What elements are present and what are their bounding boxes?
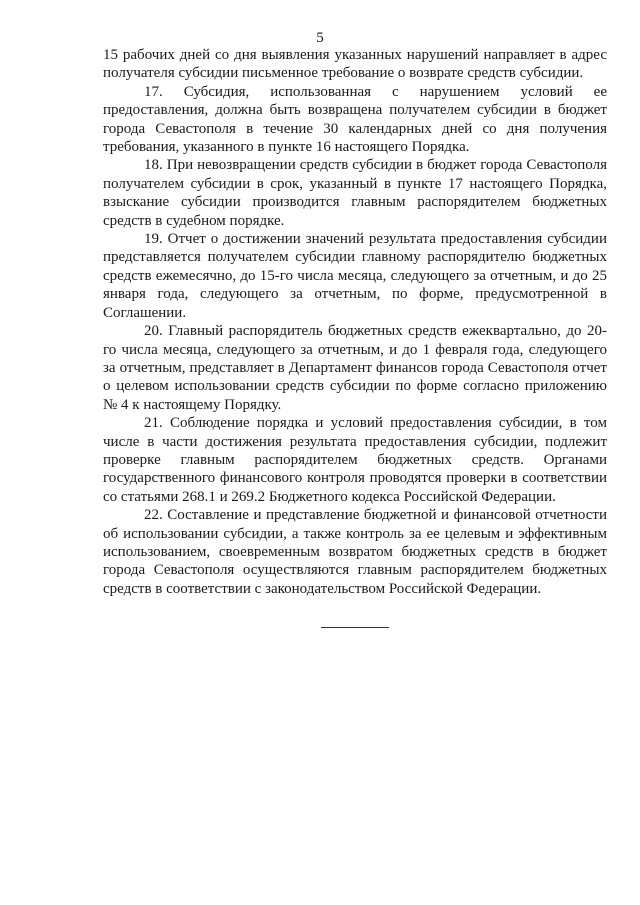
paragraph-20: 20. Главный распорядитель бюджетных средств ежеквартально, до 20-го числа месяца, следующего за отчетным, и до 1 февраля года, следующего за отчетным, представляет в Департамент финансов города Севастополя отчет о целевом использовании средств субсидии по форме согласно приложению № 4 к настоящему Порядку. bbox=[103, 323, 607, 413]
paragraph-17: 17. Субсидия, использованная с нарушением условий ее предоставления, должна быть возвращена получателем субсидии в бюджет города Севастополя в течение 30 календарных дней со дня получения требования, указанного в пункте 16 настоящего Порядка. bbox=[103, 83, 607, 156]
paragraph-18: 18. При невозвращении средств субсидии в бюджет города Севастополя получателем субсидии в срок, указанный в пункте 17 настоящего Порядка, взыскание субсидии производится главным распорядителем бюджетных средств в судебном порядке. bbox=[103, 157, 607, 229]
document-body bbox=[103, 46, 607, 598]
paragraph-19: 19. Отчет о достижении значений результата предоставления субсидии представляется получателем субсидии главному распорядителю бюджетных средств ежемесячно, до 15-го числа месяца, следующего за отчетным, и до 25 января года, следующего за отчетным, по форме, предусмотренной в Соглашении. bbox=[103, 231, 607, 321]
paragraph-16-continuation: 15 рабочих дней со дня выявления указанных нарушений направляет в адрес получателя субсидии письменное требование о возврате средств субсидии. bbox=[103, 47, 607, 82]
paragraph-22: 22. Составление и представление бюджетной и финансовой отчетности об использовании субсидии, а также контроль за ее целевым и эффективным использованием, своевременным возвратом бюджетных средств в бюджет города Севастополя осуществляются главным распорядителем бюджетных средств в соответствии с законодательством Российской Федерации. bbox=[103, 507, 607, 597]
paragraph-21: 21. Соблюдение порядка и условий предоставления субсидии, в том числе в части достижения результата предоставления субсидии, подлежит проверке главным распорядителем бюджетных средств. Органами государственного финансового контроля проводятся проверки в соответствии со статьями 268.1 и 269.2 Бюджетного кодекса Российской Федерации. bbox=[103, 415, 607, 505]
page-number: 5 bbox=[316, 30, 324, 46]
end-separator-line bbox=[321, 627, 389, 628]
